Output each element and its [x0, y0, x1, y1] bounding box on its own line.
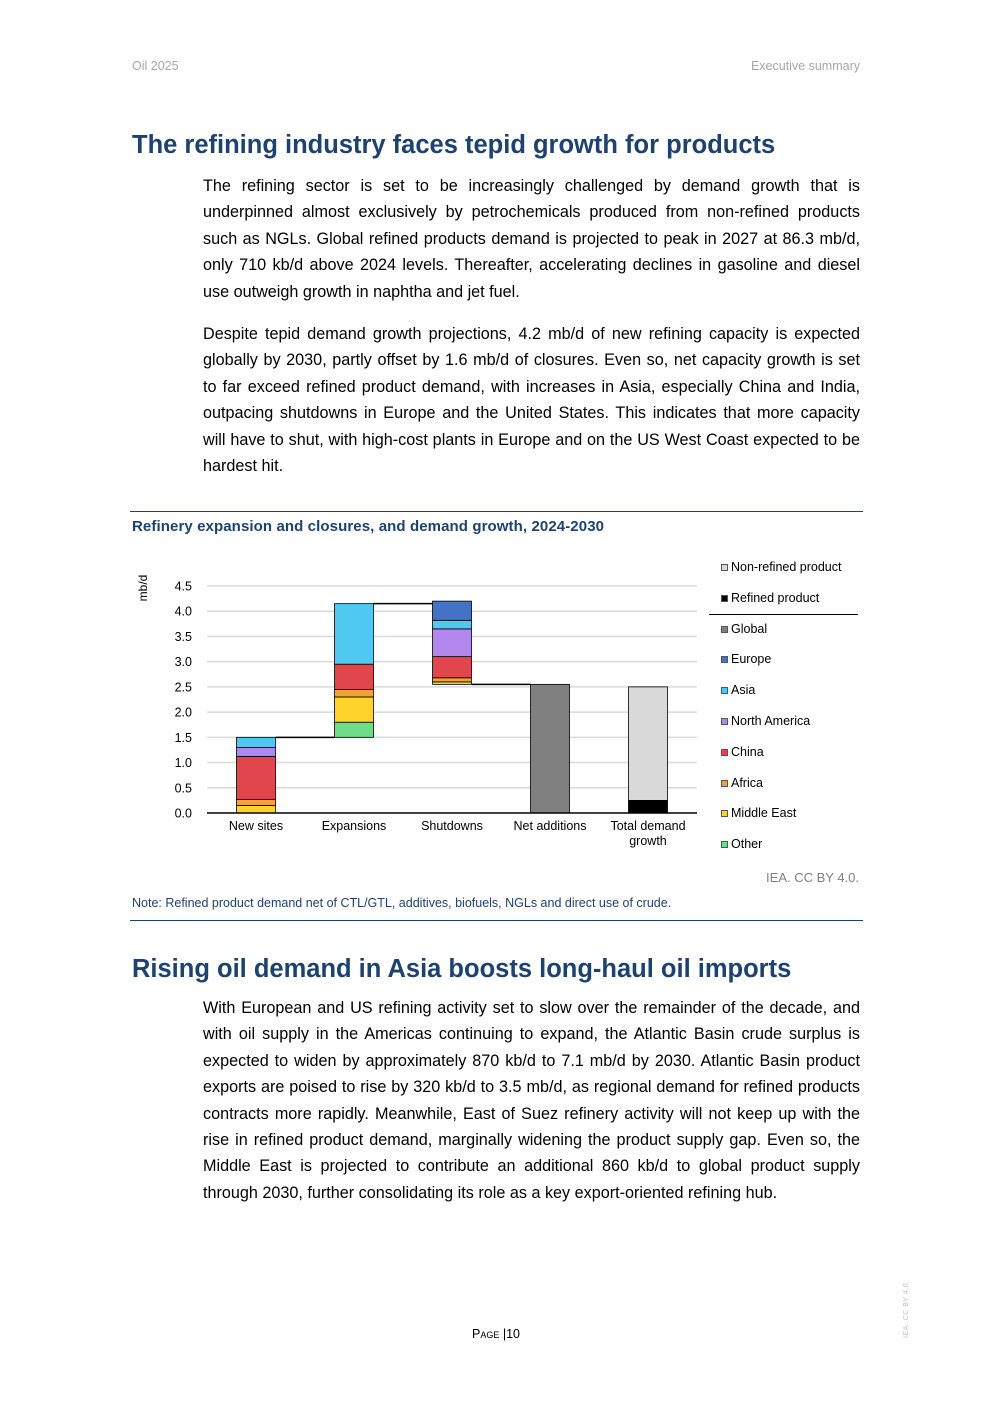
page-label: Page [472, 1327, 500, 1341]
figure-title: Refinery expansion and closures, and demand growth, 2024-2030 [132, 518, 605, 535]
legend-swatch-africa [721, 780, 728, 787]
bar-segment-africa [433, 678, 472, 682]
x-category-label: Net additions [513, 819, 587, 833]
legend-label: Global [731, 621, 768, 636]
legend-label: Other [731, 837, 763, 852]
bar-segment-china [335, 664, 374, 689]
bar-segment-asia [433, 620, 472, 629]
legend-swatch-non-refined-product [721, 564, 728, 571]
legend-swatch-europe [721, 656, 728, 663]
x-category-label: New sites [228, 819, 284, 833]
legend-label: Middle East [731, 806, 797, 821]
paragraph-refining-1: The refining sector is set to be increasingly challenged by demand growth that is underpinned almost exclusively by petrochemicals produced from non-refined products such as NGLs. Global refined products demand is projected to peak in 2027 at 86.3 mb/d, only 710 kb/d above 2024 levels. Thereafter, accelerating declines in gasoline and diesel use outweigh growth in naphtha and jet fuel. [203, 177, 860, 301]
legend-swatch-middle-east [721, 810, 728, 817]
bar-segment-global [531, 684, 570, 813]
y-tick-label: 0.5 [174, 781, 192, 796]
page-footer [0, 1327, 992, 1341]
bar-segment-asia [237, 737, 276, 747]
section-heading-refining: The refining industry faces tepid growth for products [132, 131, 776, 159]
legend-label: China [731, 744, 764, 759]
legend-label: Europe [731, 652, 772, 667]
header-report-title: Oil 2025 [132, 59, 179, 73]
paragraph-refining-2: Despite tepid demand growth projections, 4.2 mb/d of new refining capacity is expected globally by 2030, partly offset by 1.6 mb/d of closures. Even so, net capacity growth is set to far exceed refined product demand, with increases in Asia, especially China and India, outpacing shutdowns in Europe and the United States. This indicates that more capacity will have to shut, with high-cost plants in Europe and on the US West Coast expected to be hardest hit. [203, 325, 860, 476]
legend-swatch-other [721, 841, 728, 848]
figure-note: Note: Refined product demand net of CTL/GTL, additives, biofuels, NGLs and direct use of crude. [132, 896, 672, 910]
legend-label: Non-refined product [731, 560, 842, 574]
legend-separator [709, 614, 858, 615]
bar-segment-africa [237, 799, 276, 805]
bar-segment-other [335, 722, 374, 737]
legend-label: Asia [731, 683, 756, 698]
legend-swatch-asia [721, 687, 728, 694]
y-tick-label: 2.5 [174, 680, 192, 695]
y-tick-label: 2.0 [174, 705, 192, 720]
bar-segment-middle-east [237, 805, 276, 813]
legend-swatch-north-america [721, 718, 728, 725]
page-number: 10 [506, 1327, 520, 1341]
page-separator: | [502, 1327, 507, 1341]
y-axis-label: mb/d [136, 574, 150, 602]
section-heading-asia-imports: Rising oil demand in Asia boosts long-haul oil imports [132, 955, 792, 983]
x-category-label: Shutdowns [421, 819, 483, 833]
y-tick-label: 4.0 [174, 604, 192, 619]
y-tick-label: 3.5 [174, 629, 192, 644]
figure-credit: IEA. CC BY 4.0. [766, 870, 859, 885]
side-license-credit: IEA. CC BY 4.0. [903, 1280, 910, 1338]
bar-segment-north-america [433, 629, 472, 657]
bar-segment-north-america [237, 747, 276, 756]
figure-top-rule [130, 511, 863, 512]
y-tick-label: 4.5 [174, 579, 192, 594]
bar-segment-china [237, 757, 276, 800]
bar-segment-asia [335, 604, 374, 665]
y-tick-label: 1.0 [174, 756, 192, 771]
bar-segment-non-refined-product [629, 687, 668, 801]
y-tick-label: 0.0 [174, 806, 192, 821]
paragraph-asia-imports: With European and US refining activity set to slow over the remainder of the decade, and with oil supply in the Americas continuing to expand, the Atlantic Basin crude surplus is expected to widen by approximately 870 kb/d to 7.1 mb/d by 2030. Atlantic Basin product exports are poised to rise by 320 kb/d to 3.5 mb/d, as regional demand for refined products contracts more rapidly. Meanwhile, East of Suez refinery activity will not keep up with the rise in refined product demand, marginally widening the product supply gap. Even so, the Middle East is projected to contribute an additional 860 kb/d to global product supply through 2030, further consolidating its role as a key export-oriented refining hub. [203, 999, 860, 1202]
refinery-waterfall-chart [130, 548, 710, 858]
legend-swatch-global [721, 626, 728, 633]
legend-label: Africa [731, 775, 763, 790]
figure-bottom-rule [130, 920, 863, 921]
bar-segment-middle-east [335, 697, 374, 722]
bar-segment-china [433, 657, 472, 678]
bar-segment-africa [335, 689, 374, 697]
y-tick-label: 3.0 [174, 655, 192, 670]
header-section-name: Executive summary [750, 59, 860, 73]
legend-swatch-refined-product [721, 595, 728, 602]
bar-segment-refined-product [629, 800, 668, 813]
legend-label: North America [731, 714, 811, 728]
legend-label: Refined product [731, 590, 820, 605]
y-tick-label: 1.5 [174, 730, 192, 745]
x-category-label: Expansions [321, 819, 387, 833]
legend-swatch-china [721, 749, 728, 756]
x-category-label: Total demand growth [610, 819, 686, 848]
bar-segment-europe [433, 601, 472, 620]
